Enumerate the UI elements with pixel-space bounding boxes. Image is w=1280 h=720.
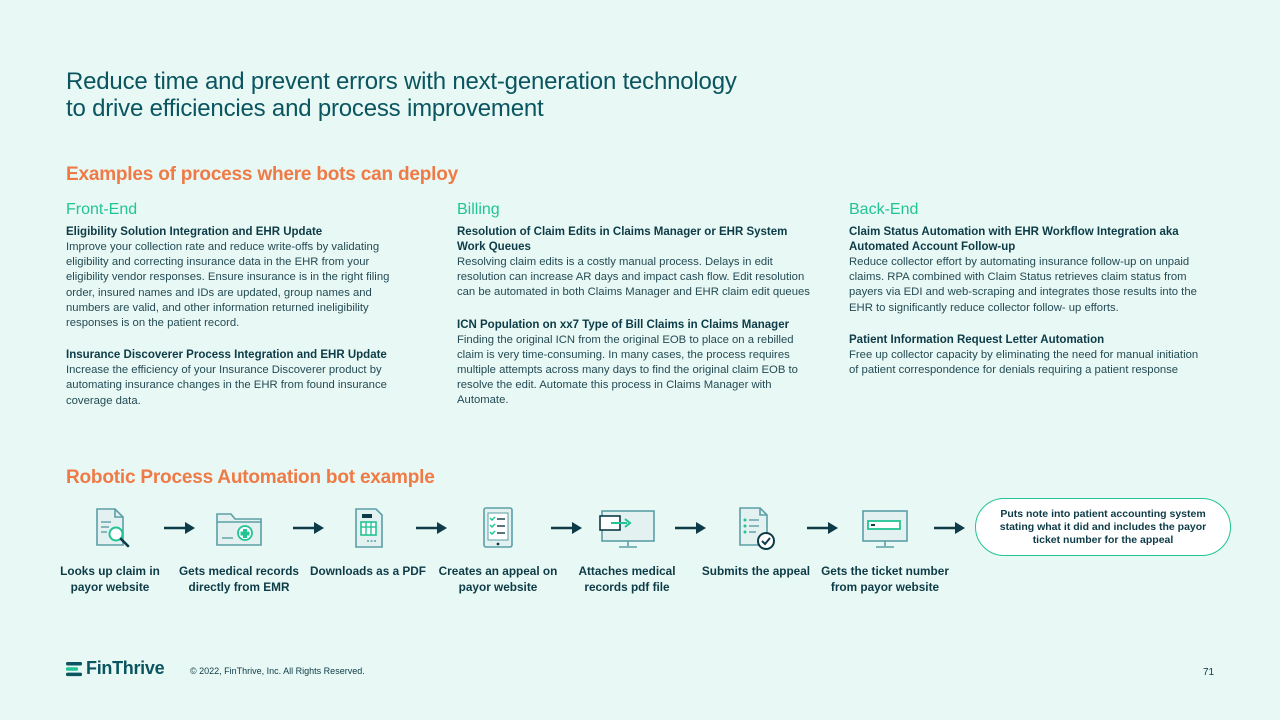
back-end-heading: Back-End [849, 201, 919, 218]
back-end-item [849, 225, 1201, 316]
item-body: Finding the original ICN from the original EOB to place on a rebilled claim is very time-consuming. In many cases, the process requires multiple attempts across many days to find the original claim EOB to resolve the edit. Automate this process in Claims Manager with Automate. [457, 333, 798, 407]
process-step [691, 500, 821, 580]
item-title: Patient Information Request Letter Automation [849, 333, 1105, 346]
document-check-icon [691, 500, 821, 556]
item-title: Resolution of Claim Edits in Claims Manager or EHR System Work Queues [457, 226, 788, 253]
item-body: Improve your collection rate and reduce write-offs by validating eligibility and correcting insurance data in the EHR from your eligibility vendor responses. Ensure insurance is in the right filing order, insured names and IDs are updated, group names and numbers are valid, and other information returned ineligibility responses is on the patient record. [66, 241, 390, 330]
billing-heading: Billing [457, 201, 500, 218]
step-label: Gets the ticket number from payor website [821, 564, 949, 594]
logo-wordmark: FinThrive [86, 658, 165, 678]
page-title-line-2: to drive efficiencies and process improvement [66, 95, 544, 122]
document-search-icon [45, 500, 175, 556]
billing-item [457, 318, 819, 409]
front-end-item [66, 348, 406, 409]
front-end-item [66, 225, 406, 331]
pdf-document-icon [303, 500, 433, 556]
process-step [562, 500, 692, 595]
tablet-checklist-icon [433, 500, 563, 556]
back-end-column [849, 201, 1201, 395]
process-step [45, 500, 175, 595]
billing-item [457, 225, 819, 301]
item-body: Reduce collector effort by automating insurance follow-up on unpaid claims. RPA combined with Claim Status retrieves claim status from payers via EDI and web-scraping and integrates those results into the EHR to significantly reduce collector follow- up efforts. [849, 256, 1197, 314]
copyright-text: © 2022, FinThrive, Inc. All Rights Reserved. [190, 666, 365, 676]
page-title-line-1: Reduce time and prevent errors with next-generation technology [66, 68, 737, 95]
rpa-process-flow [40, 500, 1250, 620]
page-number: 71 [1203, 667, 1215, 678]
item-body: Increase the efficiency of your Insurance Discoverer product by automating insurance changes in the EHR from found insurance coverage data. [66, 364, 387, 407]
item-title: Eligibility Solution Integration and EHR Update [66, 226, 323, 238]
billing-column [457, 201, 819, 426]
process-step [174, 500, 304, 595]
arrow-right-icon [933, 520, 967, 536]
step-label: Downloads as a PDF [309, 564, 427, 578]
step-label: Looks up claim in payor website [60, 564, 160, 594]
step-label: Creates an appeal on payor website [438, 564, 558, 594]
item-title: Insurance Discoverer Process Integration and EHR Update [66, 349, 387, 362]
item-body: Resolving claim edits is a costly manual process. Delays in edit resolution can increase AR days and impact cash flow. Edit resolution can be automated in both Claims Manager and EHR claim edit queues [457, 256, 810, 299]
monitor-ticket-icon [820, 500, 950, 556]
medical-folder-icon [174, 500, 304, 556]
rpa-heading: Robotic Process Automation bot example [66, 467, 435, 488]
front-end-heading: Front-End [66, 201, 138, 218]
back-end-item [849, 333, 1201, 378]
process-step [303, 500, 433, 580]
step-label: Attaches medical records pdf file [578, 564, 676, 594]
page-title [66, 68, 966, 122]
item-body: Free up collector capacity by eliminating the need for manual initiation of patient correspondence for denials requiring a patient response [849, 348, 1199, 377]
final-step-box: Puts note into patient accounting system stating what it did and includes the payor ticket number for the appeal [975, 498, 1231, 556]
process-step [433, 500, 563, 595]
examples-heading: Examples of process where bots can deploy [66, 164, 458, 185]
step-label: Gets medical records directly from EMR [179, 564, 299, 594]
step-label: Submits the appeal [701, 564, 811, 578]
item-title: ICN Population on xx7 Type of Bill Claims in Claims Manager [457, 318, 790, 331]
process-step [820, 500, 950, 595]
finthrive-logo [66, 658, 164, 679]
finthrive-logo-icon [66, 661, 82, 677]
item-title: Claim Status Automation with EHR Workflow Integration aka Automated Account Follow-up [849, 226, 1179, 253]
monitor-transfer-icon [562, 500, 692, 556]
front-end-column [66, 201, 406, 426]
